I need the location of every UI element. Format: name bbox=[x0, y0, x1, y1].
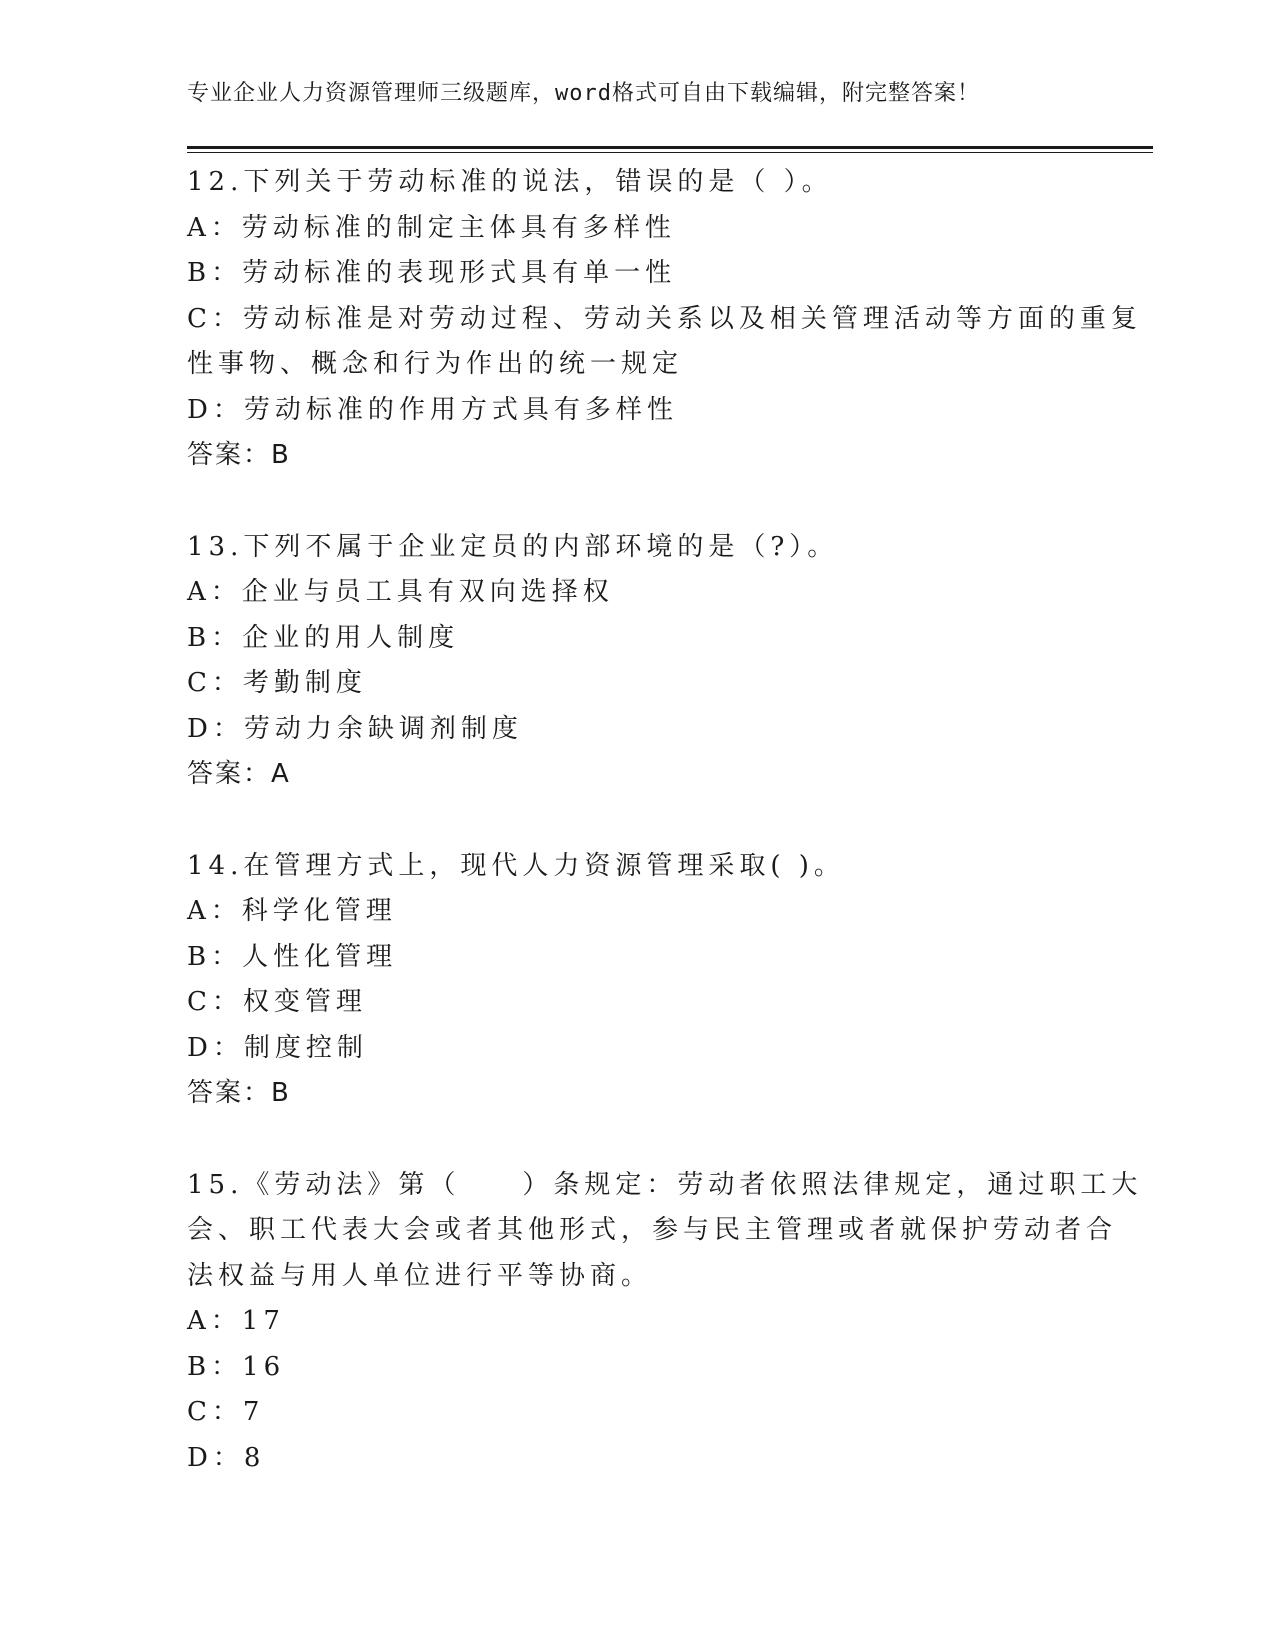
answer-label: 答案：A bbox=[187, 759, 291, 789]
option-c: C：7 bbox=[187, 1397, 265, 1427]
question-block bbox=[187, 525, 1087, 798]
option-a: A：企业与员工具有双向选择权 bbox=[187, 577, 614, 607]
question-stem: 12.下列关于劳动标准的说法，错误的是（ ）。 bbox=[187, 167, 833, 197]
option-c: C：考勤制度 bbox=[187, 668, 367, 698]
option-b: B：人性化管理 bbox=[187, 941, 398, 972]
option-c: C：权变管理 bbox=[187, 987, 367, 1017]
option-d: D：劳动力余缺调剂制度 bbox=[187, 713, 523, 744]
question-block bbox=[187, 160, 1142, 479]
option-d: D：8 bbox=[187, 1442, 266, 1473]
header-rule-thick bbox=[187, 146, 1153, 149]
question-stem: 15.《劳动法》第（ ）条规定：劳动者依照法律规定，通过职工大 bbox=[187, 1169, 1143, 1200]
option-d: D：劳动标准的作用方式具有多样性 bbox=[187, 394, 678, 425]
question-stem-continued: 法权益与用人单位进行平等协商。 bbox=[187, 1260, 653, 1291]
option-c-continued: 性事物、概念和行为作出的统一规定 bbox=[187, 349, 684, 379]
option-a: A：科学化管理 bbox=[187, 896, 397, 926]
option-a: A：17 bbox=[187, 1306, 285, 1336]
question-block bbox=[187, 844, 1087, 1117]
question-stem: 14.在管理方式上，现代人力资源管理采取( )。 bbox=[187, 850, 845, 881]
answer-label: 答案：B bbox=[187, 1078, 291, 1108]
option-b: B：企业的用人制度 bbox=[187, 622, 460, 653]
option-b: B：16 bbox=[187, 1351, 286, 1382]
header-rule-thin bbox=[187, 152, 1153, 153]
question-list bbox=[187, 160, 1143, 1481]
question-spacer bbox=[187, 479, 1087, 525]
question-spacer bbox=[187, 1117, 1087, 1163]
question-block bbox=[187, 1163, 1143, 1482]
option-a: A：劳动标准的制定主体具有多样性 bbox=[187, 212, 676, 243]
option-d: D：制度控制 bbox=[187, 1032, 368, 1063]
page-header: 专业企业人力资源管理师三级题库，word格式可自由下载编辑，附完整答案！ bbox=[187, 81, 980, 106]
question-spacer bbox=[187, 798, 1087, 844]
answer-label: 答案：B bbox=[187, 440, 291, 470]
option-c: C：劳动标准是对劳动过程、劳动关系以及相关管理活动等方面的重复 bbox=[187, 303, 1142, 334]
option-b: B：劳动标准的表现形式具有单一性 bbox=[187, 258, 677, 288]
question-stem-continued: 会、职工代表大会或者其他形式，参与民主管理或者就保护劳动者合 bbox=[187, 1215, 1118, 1245]
question-stem: 13.下列不属于企业定员的内部环境的是（?）。 bbox=[187, 531, 839, 562]
